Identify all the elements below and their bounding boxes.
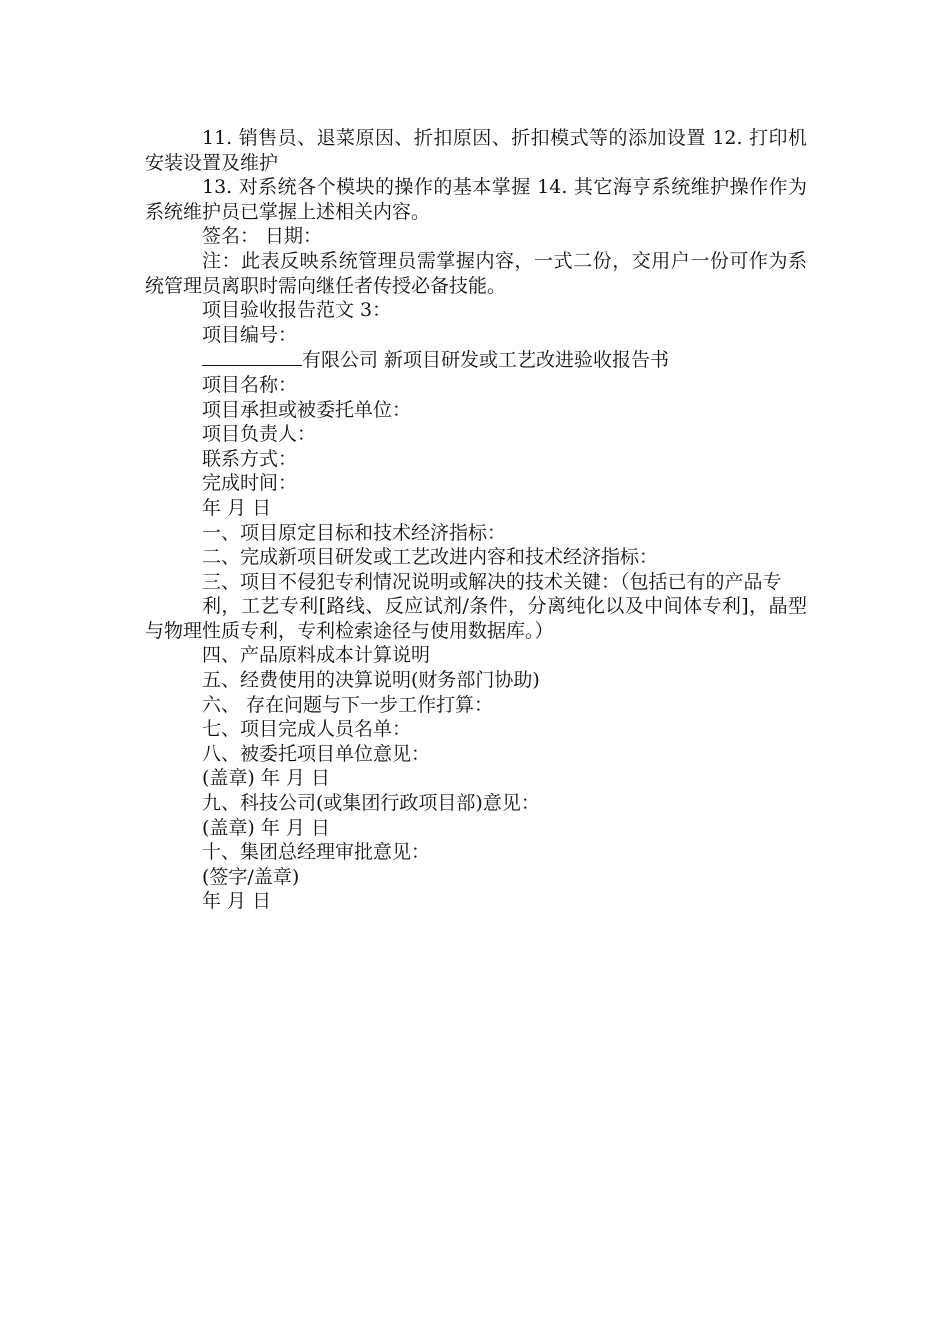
completion-time-field: 完成时间： xyxy=(202,472,298,495)
final-date-line: 年 月 日 xyxy=(202,890,272,913)
paragraph-module-operations: 13. 对系统各个模块的操作的基本掌握 14. 其它海亨系统维护操作作为系统维护员已掌握上述相关内容。 xyxy=(145,176,807,223)
section-6: 六、 存在问题与下一步工作打算： xyxy=(202,693,494,716)
completion-date-line: 年 月 日 xyxy=(202,496,272,519)
section-7: 七、项目完成人员名单： xyxy=(202,718,412,741)
section-1: 一、项目原定目标和技术经济指标： xyxy=(202,521,507,544)
section-3-continued: 利，工艺专利[路线、反应试剂/条件，分离纯化以及中间体专利]，晶型与物理性质专利，专利检索途径与使用数据库。） xyxy=(145,595,807,642)
seal-date-line-8: (盖章) 年 月 日 xyxy=(202,767,330,790)
section-3: 三、项目不侵犯专利情况说明或解决的技术关键：（包括已有的产品专 xyxy=(202,570,782,593)
section-5: 五、经费使用的决算说明(财务部门协助) xyxy=(202,669,540,692)
paragraph-sales-settings: 11. 销售员、退菜原因、折扣原因、折扣模式等的添加设置 12. 打印机安装设置及维护 xyxy=(145,127,807,174)
signature-date-line: 签名： 日期： xyxy=(202,225,323,248)
seal-date-line-9: (盖章) 年 月 日 xyxy=(202,816,330,839)
company-name-blank xyxy=(202,347,302,366)
section-10: 十、集团总经理审批意见： xyxy=(202,841,431,864)
section-2: 二、完成新项目研发或工艺改进内容和技术经济指标： xyxy=(202,546,659,569)
section-9: 九、科技公司(或集团行政项目部)意见： xyxy=(202,792,540,815)
project-unit-field: 项目承担或被委托单位： xyxy=(202,398,412,421)
project-name-field: 项目名称： xyxy=(202,373,298,396)
section-8: 八、被委托项目单位意见： xyxy=(202,742,431,765)
section-4: 四、产品原料成本计算说明 xyxy=(202,644,431,667)
project-number-field: 项目编号： xyxy=(202,323,298,346)
note-paragraph: 注：此表反映系统管理员需掌握内容，一式二份，交用户一份可作为系统管理员离职时需向继任者传授必备技能。 xyxy=(145,249,807,297)
contact-field: 联系方式： xyxy=(202,447,298,470)
report-title: 有限公司 新项目研发或工艺改进验收报告书 xyxy=(302,349,670,372)
signature-seal-line: (签字/盖章) xyxy=(202,865,300,888)
document-body xyxy=(145,126,807,914)
report-title-line xyxy=(145,347,807,373)
sample-title: 项目验收报告范文 3： xyxy=(202,299,392,322)
project-leader-field: 项目负责人： xyxy=(202,423,317,446)
